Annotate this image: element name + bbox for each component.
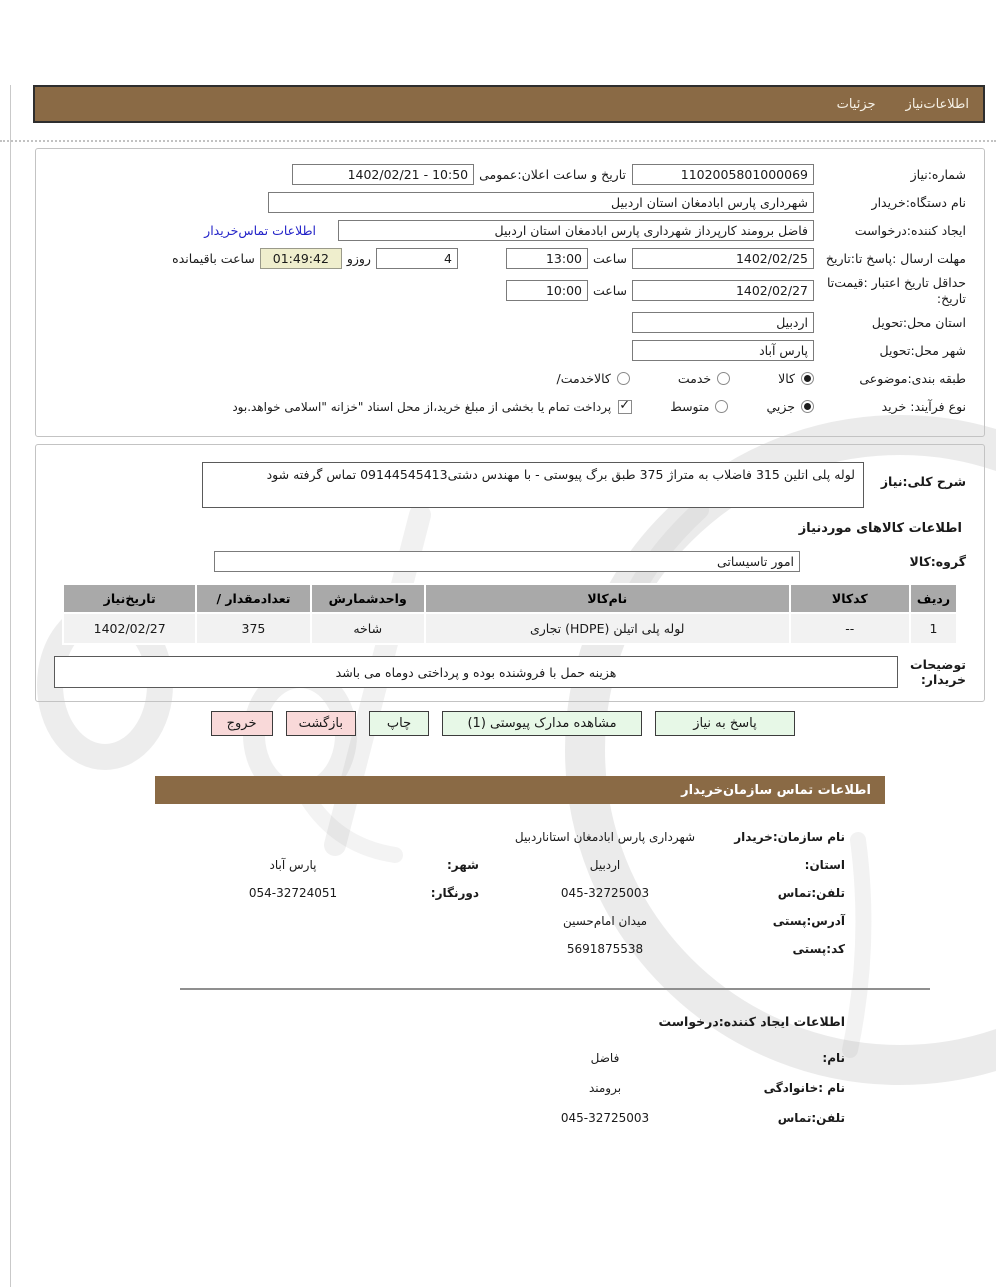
- request-creator-section: [0, 1051, 845, 1125]
- validity-hour-label: ساعت: [592, 283, 627, 299]
- row-subject-category: [54, 367, 966, 390]
- org-name-value: شهرداری پارس ابادمغان استاناردبیل: [514, 830, 696, 845]
- col-unit: واحدشمارش: [312, 585, 424, 612]
- row-delivery-province: [54, 311, 966, 334]
- last-name-label: نام :خانوادگی: [763, 1081, 845, 1096]
- org-name-label: نام سازمان:خریدار: [734, 830, 845, 845]
- row-need-number: [54, 163, 966, 186]
- top-tab-bar: [33, 85, 985, 123]
- col-item-code: کدکالا: [791, 585, 909, 612]
- remaining-days-field[interactable]: 4: [376, 248, 458, 269]
- option-goods[interactable]: کالا: [778, 371, 814, 386]
- postal-address-label: آدرس:پستی: [772, 914, 845, 929]
- postal-address-value: میدان امام‌حسین: [562, 914, 648, 929]
- buyer-notes-box[interactable]: هزینه حمل با فروشنده بوده و پرداختی دوماه می باشد: [54, 656, 898, 688]
- buyer-contact-link[interactable]: اطلاعات تماس‌خریدار: [204, 223, 316, 238]
- items-table: [62, 583, 958, 645]
- row-goods-group: [54, 550, 966, 573]
- tab-need-info[interactable]: اطلاعات‌نیاز: [905, 96, 969, 112]
- need-description-box[interactable]: لوله پلی اتلین 315 فاضلاب به متراژ 375 طبق برگ پیوستی - با مهندس دشتی09144545413 تماس گرفته شود: [202, 462, 864, 508]
- items-table-header-row: [64, 585, 956, 612]
- province-value: اردبیل: [589, 858, 621, 873]
- postal-code-label: کد:پستی: [792, 942, 845, 957]
- days-word-label: روزو: [346, 251, 371, 266]
- delivery-city-label: شهر محل:تحویل: [879, 342, 966, 358]
- cell-item-code: --: [791, 614, 909, 643]
- need-summary-panel: [35, 148, 985, 437]
- col-quantity: تعدادمقدار /: [197, 585, 309, 612]
- page-left-rule: [10, 85, 11, 1287]
- cell-item-name: لوله پلی اتیلن (HDPE) تجاری: [426, 614, 789, 643]
- request-creator-label: ایجاد کننده:درخواست: [854, 222, 966, 238]
- col-row-number: ردیف: [911, 585, 956, 612]
- cell-row-number: 1: [911, 614, 956, 643]
- response-deadline-label: مهلت ارسال :پاسخ تا:تاریخ: [825, 250, 966, 266]
- option-service[interactable]: خدمت: [678, 371, 730, 386]
- creator-phone-value: 045-32725003: [560, 1111, 650, 1126]
- need-number-field[interactable]: 1102005801000069: [632, 164, 814, 185]
- first-name-value: فاضل: [590, 1051, 620, 1066]
- radio-service-icon[interactable]: [717, 372, 730, 385]
- announce-label: تاریخ و ساعت اعلان:عمومی: [479, 167, 626, 182]
- goods-group-field[interactable]: امور تاسیساتی: [214, 551, 800, 572]
- back-button[interactable]: بازگشت: [286, 711, 356, 736]
- postal-code-value: 5691875538: [566, 942, 644, 957]
- radio-medium-icon[interactable]: [715, 400, 728, 413]
- exit-button[interactable]: خروج: [211, 711, 273, 736]
- action-button-row: [0, 711, 996, 736]
- validity-time-field[interactable]: 10:00: [506, 280, 588, 301]
- buyer-contact-section: [0, 830, 845, 956]
- radio-goods-service-icon[interactable]: [617, 372, 630, 385]
- treasury-payment-option[interactable]: [232, 400, 632, 414]
- top-dotted-rule: [0, 140, 996, 142]
- buyer-contact-header-bar: اطلاعات تماس سازمان‌خریدار: [155, 776, 885, 804]
- deadline-time-field[interactable]: 13:00: [506, 248, 588, 269]
- buyer-org-field[interactable]: شهرداری پارس ابادمغان استان اردبیل: [268, 192, 814, 213]
- deadline-hour-label: ساعت: [592, 251, 627, 266]
- tab-details[interactable]: جزئیات: [836, 96, 876, 112]
- table-row: [64, 614, 956, 643]
- radio-goods-selected-icon[interactable]: [801, 372, 814, 385]
- row-response-deadline: [54, 247, 966, 270]
- radio-minor-selected-icon[interactable]: [801, 400, 814, 413]
- request-creator-field[interactable]: فاضل برومند کارپرداز شهرداری پارس ابادمغان استان اردبیل: [338, 220, 814, 241]
- row-buyer-notes: [54, 656, 966, 688]
- city-value: پارس آباد: [269, 858, 317, 873]
- announce-datetime-field[interactable]: 1402/02/21 - 10:50: [292, 164, 474, 185]
- treasury-checkbox-icon[interactable]: [618, 400, 632, 414]
- deadline-date-field[interactable]: 1402/02/25: [632, 248, 814, 269]
- row-process-type: [54, 395, 966, 418]
- first-name-label: نام:: [822, 1051, 845, 1066]
- delivery-city-field[interactable]: پارس آباد: [632, 340, 814, 361]
- option-goods-service[interactable]: کالاخدمت/: [556, 371, 629, 386]
- items-heading: اطلاعات کالاهای موردنیاز: [798, 521, 962, 537]
- cell-quantity: 375: [197, 614, 309, 643]
- subject-category-label: طبقه بندی:موضوعی: [859, 370, 966, 386]
- col-need-date: تاریخ‌نیاز: [64, 585, 195, 612]
- option-minor[interactable]: جزیي: [766, 399, 814, 414]
- row-delivery-city: [54, 339, 966, 362]
- view-attached-docs-button[interactable]: مشاهده مدارک پیوستی (1): [442, 711, 642, 736]
- need-description-label: شرح کلی:نیاز: [880, 474, 966, 490]
- validity-date-field[interactable]: 1402/02/27: [632, 280, 814, 301]
- option-medium[interactable]: متوسط: [670, 399, 728, 414]
- need-number-label: شماره:نیاز: [910, 166, 966, 182]
- city-label: شهر:: [447, 858, 479, 873]
- section-divider: [180, 988, 930, 990]
- need-items-panel: [35, 444, 985, 702]
- cell-unit: شاخه: [312, 614, 424, 643]
- creator-phone-label: تلفن:تماس: [777, 1111, 845, 1126]
- phone-label: تلفن:تماس: [777, 886, 845, 901]
- col-item-name: نام‌کالا: [426, 585, 789, 612]
- fax-value: 054-32724051: [248, 886, 338, 901]
- fax-label: دورنگار:: [430, 886, 479, 901]
- last-name-value: برومند: [588, 1081, 622, 1096]
- row-buyer-org: [54, 191, 966, 214]
- print-button[interactable]: چاپ: [369, 711, 429, 736]
- remaining-hours-label: ساعت باقیمانده: [172, 251, 255, 266]
- cell-need-date: 1402/02/27: [64, 614, 195, 643]
- row-price-validity: [54, 275, 966, 306]
- buyer-notes-label: توضیحات خریدار:: [910, 656, 966, 688]
- treasury-checkbox-label: پرداخت تمام یا بخشی از مبلغ خرید،از محل اسناد "خزانه "اسلامی خواهد.بود: [232, 399, 612, 414]
- request-creator-heading: اطلاعات ایجاد کننده:درخواست: [658, 1014, 845, 1030]
- countdown-timer: 01:49:42: [260, 248, 342, 269]
- row-need-description: [54, 462, 966, 508]
- process-type-label: نوع فرآیند: خرید: [881, 398, 966, 414]
- delivery-province-field[interactable]: اردبیل: [632, 312, 814, 333]
- price-validity-label: حداقل تاریخ اعتبار :قیمت‌تا تاریخ:: [826, 275, 966, 306]
- delivery-province-label: استان محل:تحویل: [871, 314, 966, 330]
- row-request-creator: [54, 219, 966, 242]
- phone-value: 045-32725003: [560, 886, 650, 901]
- buyer-org-label: نام دستگاه:خریدار: [871, 194, 966, 210]
- goods-group-label: گروه:کالا: [909, 553, 966, 569]
- province-label: استان:: [804, 858, 845, 873]
- respond-to-need-button[interactable]: پاسخ به نیاز: [655, 711, 795, 736]
